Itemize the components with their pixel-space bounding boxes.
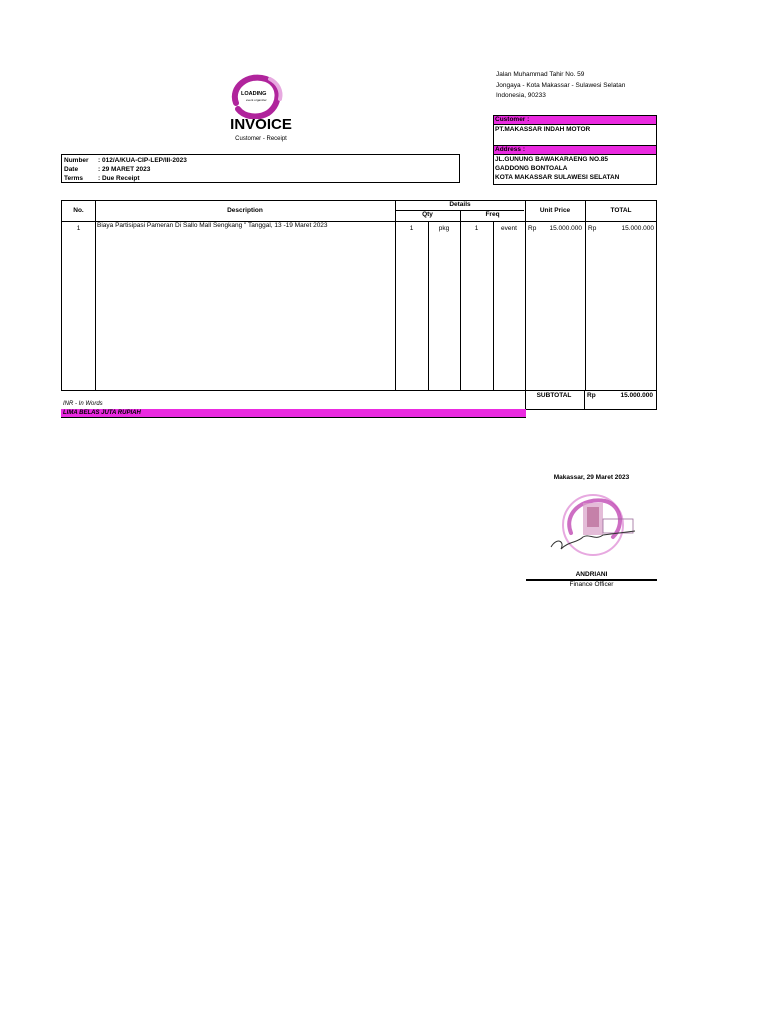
address-label: Address :	[494, 145, 656, 154]
items-table	[61, 200, 657, 391]
customer-address-line: GADDONG BONTOALA	[495, 165, 568, 172]
row-freq-unit: event	[501, 225, 517, 232]
date-label: Date	[64, 166, 79, 173]
date-value: : 29 MARET 2023	[98, 166, 151, 173]
header-total: TOTAL	[610, 207, 632, 214]
in-words-value: LIMA BELAS JUTA RUPIAH	[61, 409, 526, 418]
header-unit-price: Unit Price	[539, 207, 571, 214]
company-address	[496, 70, 625, 102]
terms-value: : Due Receipt	[98, 175, 140, 182]
number-value: : 012/A/KUA-CIP-LEP/III-2023	[98, 157, 187, 164]
row-total: 15.000.000	[621, 225, 654, 232]
row-description: Biaya Partisipasi Pameran Di Sallo Mall Sengkang " Tanggal, 13 -19 Maret 2023	[97, 222, 328, 229]
place-date: Makassar, 29 Maret 2023	[553, 474, 630, 481]
customer-name: PT.MAKASSAR INDAH MOTOR	[494, 124, 656, 145]
logo-text: LOADING	[241, 91, 267, 97]
header-qty: Qty	[422, 211, 433, 218]
subtotal-label: SUBTOTAL	[536, 392, 572, 399]
row-freq: 1	[474, 225, 479, 232]
row-price-currency: Rp	[528, 225, 537, 232]
row-qty: 1	[409, 225, 414, 232]
address-line: Jalan Muhammad Tahir No. 59	[496, 71, 585, 78]
address-line: Jongaya - Kota Makassar - Sulawesi Selatan	[496, 81, 626, 89]
customer-box	[493, 115, 657, 185]
terms-label: Terms	[64, 175, 84, 182]
invoice-subtitle: Customer - Receipt	[235, 136, 287, 142]
company-logo	[228, 73, 284, 119]
header-details: Details	[449, 201, 471, 208]
in-words-label: INR - In Words	[63, 401, 103, 407]
signer-name: ANDRIANI	[526, 571, 657, 581]
row-total-currency: Rp	[588, 225, 597, 232]
number-label: Number	[64, 157, 89, 164]
header-no: No.	[73, 207, 84, 214]
invoice-title: INVOICE	[230, 116, 292, 133]
row-no: 1	[76, 225, 81, 232]
address-line: Indonesia, 90233	[496, 92, 546, 99]
invoice-meta-box	[61, 154, 460, 183]
header-description: Description	[227, 207, 263, 214]
signer-role: Finance Officer	[569, 581, 614, 588]
customer-label: Customer :	[494, 116, 656, 124]
in-words	[61, 400, 526, 418]
signature-stamp	[543, 491, 643, 561]
customer-address-line: JL.GUNUNG BAWAKARAENG NO.85	[494, 154, 656, 164]
row-qty-unit: pkg	[438, 225, 450, 232]
row-price: 15.000.000	[549, 225, 582, 232]
subtotal-value: 15.000.000	[620, 392, 653, 399]
customer-address-line: KOTA MAKASSAR SULAWESI SELATAN	[495, 174, 620, 181]
logo-subtext: event organizer	[246, 98, 267, 102]
header-freq: Freq	[485, 211, 500, 218]
subtotal-currency: Rp	[587, 392, 596, 399]
